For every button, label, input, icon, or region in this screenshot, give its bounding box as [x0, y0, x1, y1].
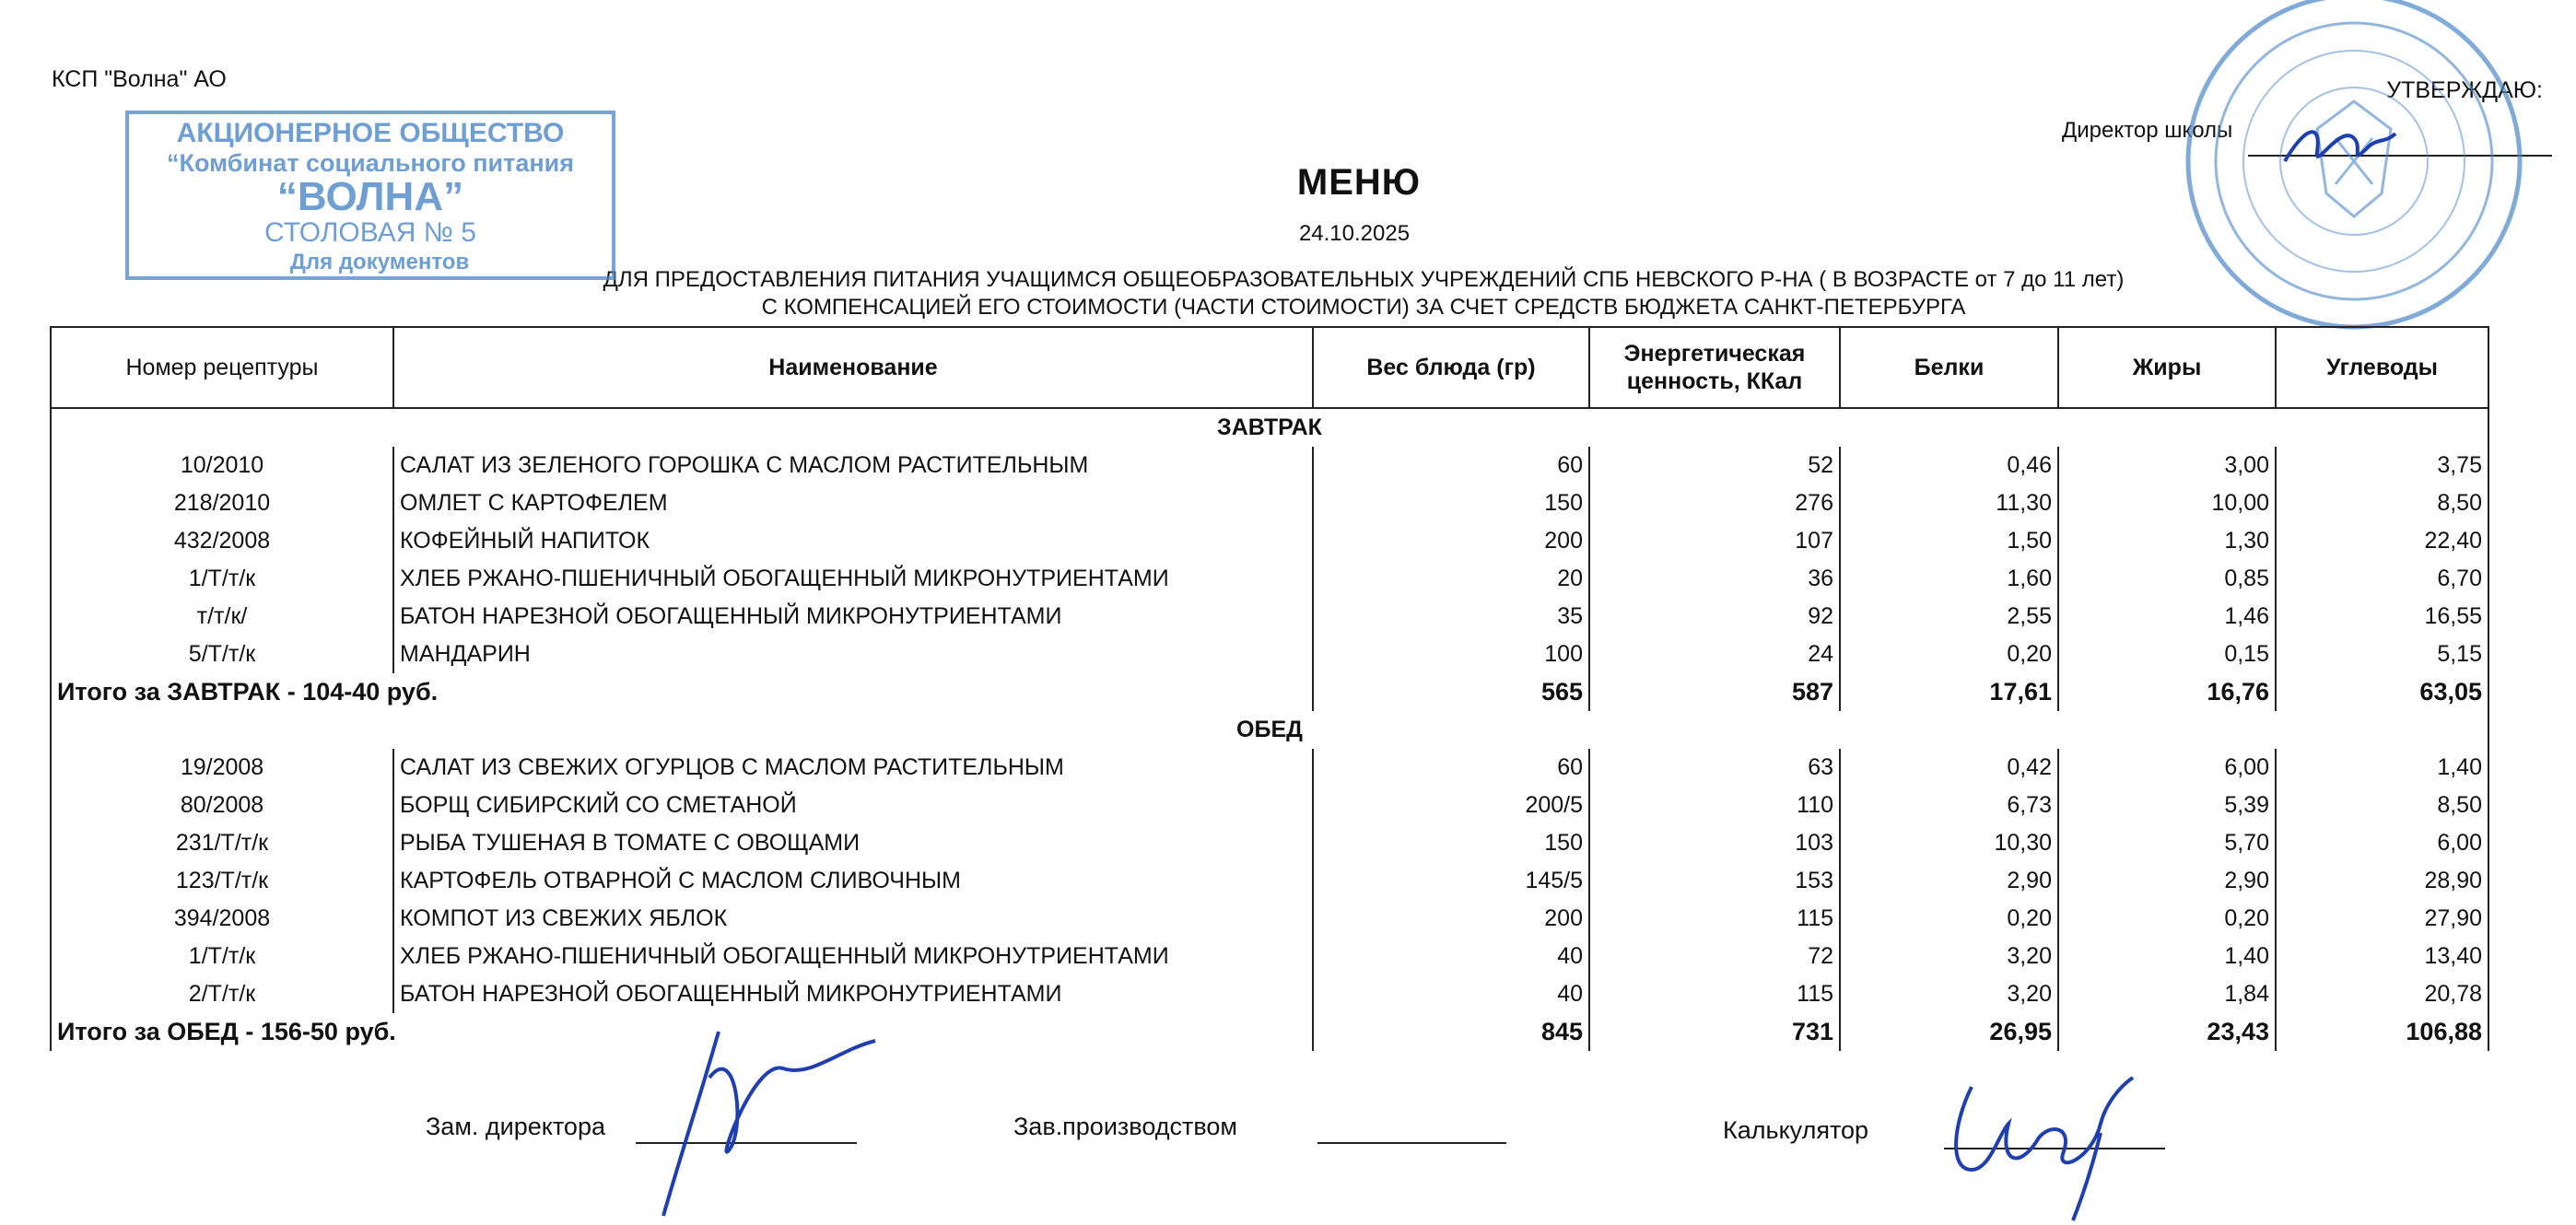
cell-weight: 200 — [1313, 900, 1589, 938]
cell-recipe: 123/Т/т/к — [51, 862, 393, 900]
cell-recipe: 80/2008 — [51, 787, 393, 824]
total-label: Итого за ОБЕД - 156-50 руб. — [51, 1013, 1313, 1051]
menu-table — [50, 326, 2489, 1051]
cell-weight: 60 — [1313, 749, 1589, 787]
cell-carbs: 1,40 — [2276, 749, 2488, 787]
cell-recipe: 231/Т/т/к — [51, 824, 393, 862]
cell-protein: 6,73 — [1840, 787, 2058, 824]
stamp-line-5: Для документов — [289, 250, 470, 274]
organization-name: КСП "Волна" АО — [52, 66, 227, 92]
subtitle-line-2: С КОМПЕНСАЦИЕЙ ЕГО СТОИМОСТИ (ЧАСТИ СТОИМОСТИ) ЗА СЧЕТ СРЕДСТВ БЮДЖЕТА САНКТ-ПЕТЕРБУРГА — [761, 295, 1966, 320]
cell-carbs: 3,75 — [2276, 447, 2488, 484]
cell-carbs: 20,78 — [2276, 975, 2488, 1013]
stamp-line-2: “Комбинат социального питания — [166, 149, 575, 177]
subtitle-line-1: ДЛЯ ПРЕДОСТАВЛЕНИЯ ПИТАНИЯ УЧАЩИМСЯ ОБЩЕОБРАЗОВАТЕЛЬНЫХ УЧРЕЖДЕНИЙ СПБ НЕВСКОГО Р-НА ( В ВОЗРАСТЕ от 7 до 11 лет) — [603, 267, 2125, 292]
cell-energy: 107 — [1589, 522, 1840, 560]
cell-carbs: 6,70 — [2276, 560, 2488, 598]
cell-fat: 6,00 — [2058, 749, 2276, 787]
section-header-row — [51, 711, 2488, 749]
calculator-signature — [1935, 1068, 2174, 1225]
cell-fat: 5,70 — [2058, 824, 2276, 862]
cell-energy: 153 — [1589, 862, 1840, 900]
cell-recipe: 19/2008 — [51, 749, 393, 787]
cell-protein: 0,42 — [1840, 749, 2058, 787]
section-title: ЗАВТРАК — [51, 408, 2488, 447]
table-row — [51, 749, 2488, 787]
cell-name: КАРТОФЕЛЬ ОТВАРНОЙ С МАСЛОМ СЛИВОЧНЫМ — [393, 862, 1313, 900]
cell-fat: 0,20 — [2058, 900, 2276, 938]
cell-recipe: 218/2010 — [51, 484, 393, 522]
cell-energy: 115 — [1589, 900, 1840, 938]
cell-protein: 0,20 — [1840, 900, 2058, 938]
cell-fat: 1,30 — [2058, 522, 2276, 560]
cell-name: КОФЕЙНЫЙ НАПИТОК — [393, 522, 1313, 560]
cell-weight: 35 — [1313, 598, 1589, 636]
cell-name: БАТОН НАРЕЗНОЙ ОБОГАЩЕННЫЙ МИКРОНУТРИЕНТАМИ — [393, 975, 1313, 1013]
cell-protein: 3,20 — [1840, 975, 2058, 1013]
cell-energy: 92 — [1589, 598, 1840, 636]
cell-fat: 1,46 — [2058, 598, 2276, 636]
menu-date: 24.10.2025 — [1298, 221, 1411, 246]
cell-fat: 1,84 — [2058, 975, 2276, 1013]
cell-energy: 63 — [1589, 749, 1840, 787]
cell-protein: 1,60 — [1840, 560, 2058, 598]
cell-fat: 10,00 — [2058, 484, 2276, 522]
cell-energy: 115 — [1589, 975, 1840, 1013]
cell-weight: 100 — [1313, 636, 1589, 673]
cell-recipe: т/т/к/ — [51, 598, 393, 636]
total-carbs: 106,88 — [2276, 1013, 2488, 1051]
table-row — [51, 522, 2488, 560]
menu-table-body — [51, 408, 2488, 1051]
cell-protein: 11,30 — [1840, 484, 2058, 522]
cell-carbs: 8,50 — [2276, 484, 2488, 522]
cell-name: КОМПОТ ИЗ СВЕЖИХ ЯБЛОК — [393, 900, 1313, 938]
cell-weight: 150 — [1313, 824, 1589, 862]
total-weight: 565 — [1313, 673, 1589, 711]
column-header-energy: Энергетическая ценность, ККал — [1589, 327, 1840, 408]
cell-weight: 200 — [1313, 522, 1589, 560]
total-energy: 587 — [1589, 673, 1840, 711]
cell-fat: 2,90 — [2058, 862, 2276, 900]
cell-weight: 60 — [1313, 447, 1589, 484]
cell-recipe: 1/Т/т/к — [51, 938, 393, 975]
cell-recipe: 5/Т/т/к — [51, 636, 393, 673]
cell-weight: 40 — [1313, 975, 1589, 1013]
cell-energy: 276 — [1589, 484, 1840, 522]
table-row — [51, 636, 2488, 673]
column-header-carbs: Углеводы — [2276, 327, 2488, 408]
table-row — [51, 787, 2488, 824]
stamp-line-4: СТОЛОВАЯ № 5 — [264, 217, 476, 248]
cell-fat: 3,00 — [2058, 447, 2276, 484]
column-header-weight: Вес блюда (гр) — [1313, 327, 1589, 408]
table-row — [51, 862, 2488, 900]
cell-energy: 52 — [1589, 447, 1840, 484]
cell-fat: 1,40 — [2058, 938, 2276, 975]
stamp-line-3: “ВОЛНА” — [276, 174, 464, 219]
cell-carbs: 27,90 — [2276, 900, 2488, 938]
table-header-row — [51, 327, 2488, 408]
cell-name: ХЛЕБ РЖАНО-ПШЕНИЧНЫЙ ОБОГАЩЕННЫЙ МИКРОНУТРИЕНТАМИ — [393, 560, 1313, 598]
total-energy: 731 — [1589, 1013, 1840, 1051]
cell-name: САЛАТ ИЗ СВЕЖИХ ОГУРЦОВ С МАСЛОМ РАСТИТЕЛЬНЫМ — [393, 749, 1313, 787]
cell-energy: 103 — [1589, 824, 1840, 862]
column-header-protein: Белки — [1840, 327, 2058, 408]
cell-energy: 36 — [1589, 560, 1840, 598]
total-row — [51, 1013, 2488, 1051]
cell-fat: 0,15 — [2058, 636, 2276, 673]
cell-weight: 200/5 — [1313, 787, 1589, 824]
cell-name: ОМЛЕТ С КАРТОФЕЛЕМ — [393, 484, 1313, 522]
table-row — [51, 975, 2488, 1013]
cell-energy: 72 — [1589, 938, 1840, 975]
cell-name: САЛАТ ИЗ ЗЕЛЕНОГО ГОРОШКА С МАСЛОМ РАСТИТЕЛЬНЫМ — [393, 447, 1313, 484]
cell-fat: 5,39 — [2058, 787, 2276, 824]
cell-carbs: 28,90 — [2276, 862, 2488, 900]
total-protein: 26,95 — [1840, 1013, 2058, 1051]
cell-weight: 40 — [1313, 938, 1589, 975]
table-row — [51, 900, 2488, 938]
cell-name: РЫБА ТУШЕНАЯ В ТОМАТЕ С ОВОЩАМИ — [393, 824, 1313, 862]
approve-label: УТВЕРЖДАЮ: — [2386, 77, 2543, 103]
cell-carbs: 22,40 — [2276, 522, 2488, 560]
deputy-director-label: Зам. директора — [426, 1113, 605, 1140]
total-fat: 16,76 — [2058, 673, 2276, 711]
total-carbs: 63,05 — [2276, 673, 2488, 711]
total-label: Итого за ЗАВТРАК - 104-40 руб. — [51, 673, 1313, 711]
cell-carbs: 13,40 — [2276, 938, 2488, 975]
cell-energy: 24 — [1589, 636, 1840, 673]
cell-name: БАТОН НАРЕЗНОЙ ОБОГАЩЕННЫЙ МИКРОНУТРИЕНТАМИ — [393, 598, 1313, 636]
section-header-row — [51, 408, 2488, 447]
cell-protein: 10,30 — [1840, 824, 2058, 862]
production-manager-line — [1317, 1142, 1506, 1144]
cell-weight: 150 — [1313, 484, 1589, 522]
table-row — [51, 824, 2488, 862]
cell-recipe: 394/2008 — [51, 900, 393, 938]
production-manager-label: Зав.производством — [1013, 1113, 1237, 1140]
table-row — [51, 447, 2488, 484]
cell-protein: 0,20 — [1840, 636, 2058, 673]
total-protein: 17,61 — [1840, 673, 2058, 711]
table-row — [51, 938, 2488, 975]
cell-protein: 2,90 — [1840, 862, 2058, 900]
cell-name: МАНДАРИН — [393, 636, 1313, 673]
cell-protein: 0,46 — [1840, 447, 2058, 484]
total-fat: 23,43 — [2058, 1013, 2276, 1051]
calculator-label: Калькулятор — [1723, 1116, 1869, 1144]
cell-energy: 110 — [1589, 787, 1840, 824]
column-header-fat: Жиры — [2058, 327, 2276, 408]
cell-name: БОРЩ СИБИРСКИЙ СО СМЕТАНОЙ — [393, 787, 1313, 824]
total-weight: 845 — [1313, 1013, 1589, 1051]
cell-protein: 2,55 — [1840, 598, 2058, 636]
deputy-signature — [645, 1022, 903, 1225]
cell-weight: 20 — [1313, 560, 1589, 598]
column-header-name: Наименование — [393, 327, 1313, 408]
column-header-recipe: Номер рецептуры — [51, 327, 393, 408]
page-title: МЕНЮ — [1296, 162, 1422, 203]
cell-recipe: 2/Т/т/к — [51, 975, 393, 1013]
table-row — [51, 598, 2488, 636]
cell-carbs: 8,50 — [2276, 787, 2488, 824]
cell-protein: 3,20 — [1840, 938, 2058, 975]
cell-carbs: 5,15 — [2276, 636, 2488, 673]
cell-recipe: 10/2010 — [51, 447, 393, 484]
cell-recipe: 432/2008 — [51, 522, 393, 560]
table-row — [51, 560, 2488, 598]
section-title: ОБЕД — [51, 711, 2488, 749]
total-row — [51, 673, 2488, 711]
cell-carbs: 16,55 — [2276, 598, 2488, 636]
cell-carbs: 6,00 — [2276, 824, 2488, 862]
cell-protein: 1,50 — [1840, 522, 2058, 560]
cell-recipe: 1/Т/т/к — [51, 560, 393, 598]
director-label: Директор школы — [2062, 118, 2233, 143]
director-signature — [2276, 111, 2405, 184]
cell-weight: 145/5 — [1313, 862, 1589, 900]
cell-fat: 0,85 — [2058, 560, 2276, 598]
stamp-line-1: АКЦИОНЕРНОЕ ОБЩЕСТВО — [176, 118, 565, 148]
table-row — [51, 484, 2488, 522]
company-stamp — [122, 109, 619, 284]
cell-name: ХЛЕБ РЖАНО-ПШЕНИЧНЫЙ ОБОГАЩЕННЫЙ МИКРОНУТРИЕНТАМИ — [393, 938, 1313, 975]
